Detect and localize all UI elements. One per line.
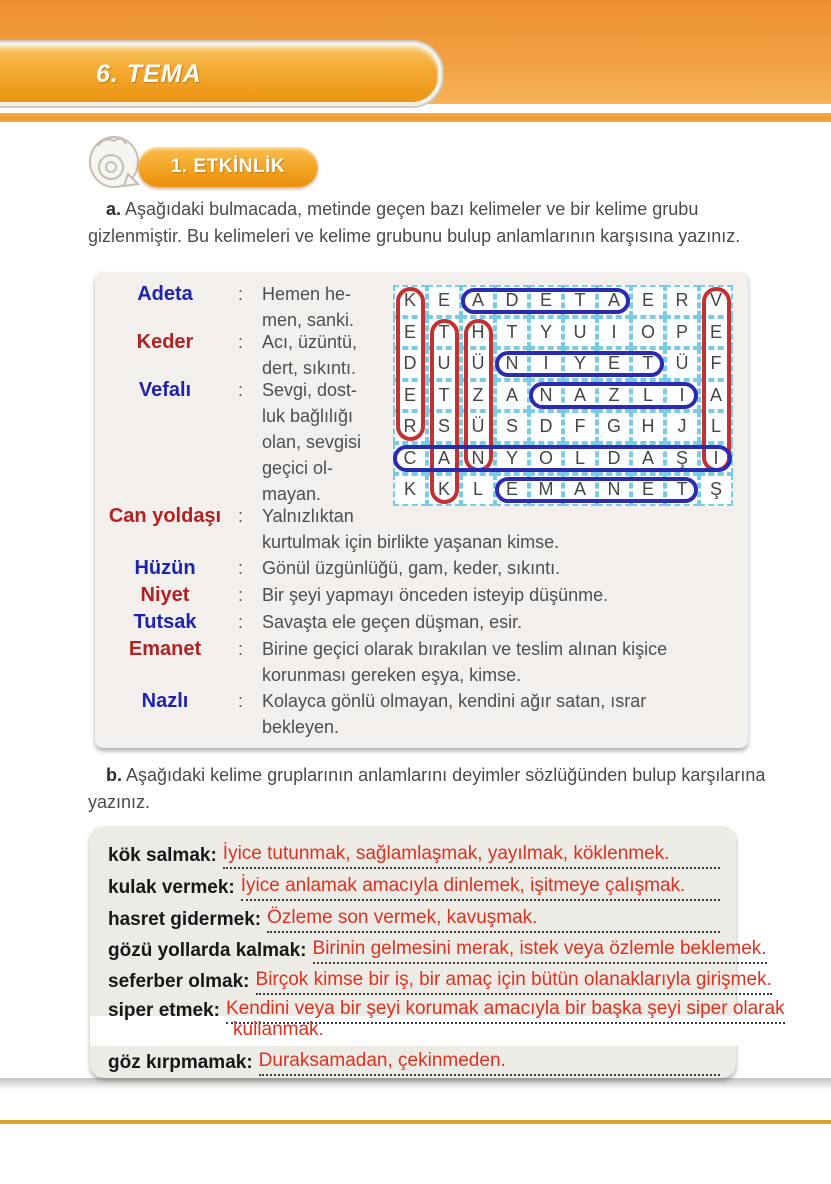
puzzle-cell: T: [631, 348, 665, 380]
idiom-label: göz kırpmamak:: [108, 1052, 253, 1073]
activity-badge: [138, 147, 318, 187]
puzzle-cell: Z: [597, 380, 631, 412]
puzzle-cell: N: [597, 474, 631, 506]
puzzle-cell: H: [461, 317, 495, 349]
puzzle-cell: E: [393, 317, 427, 349]
puzzle-cell: E: [529, 285, 563, 317]
definition-line: korunması gereken eşya, kimse.: [262, 665, 522, 685]
puzzle-cell: I: [699, 443, 733, 475]
idiom-answer-line: [223, 842, 720, 869]
theme-title: 6. TEMA: [96, 59, 202, 88]
puzzle-cell: J: [665, 411, 699, 443]
puzzle-cell: Y: [495, 443, 529, 475]
word-definition: [262, 377, 361, 507]
activity-label: 1. ETKİNLİK: [170, 156, 286, 177]
mascot-icon: [84, 134, 146, 192]
idiom-label: siper etmek:: [108, 1000, 220, 1021]
puzzle-cell: U: [427, 348, 461, 380]
word-search-grid: [393, 285, 733, 506]
definition-line: Hemen he-: [262, 284, 352, 304]
word-definition: [262, 281, 354, 333]
definition-line: Acı, üzüntü,: [262, 332, 358, 352]
puzzle-cell: D: [495, 285, 529, 317]
highlight-horizontal: [529, 382, 698, 409]
term-separator: :: [238, 332, 244, 352]
word-term: Keder: [136, 331, 194, 353]
idiom-label: gözü yollarda kalmak:: [108, 940, 307, 961]
highlight-horizontal: [495, 351, 664, 378]
term-separator: :: [238, 506, 244, 526]
puzzle-cell: L: [699, 411, 733, 443]
term-separator: :: [238, 380, 244, 400]
puzzle-cell: A: [631, 443, 665, 475]
puzzle-cell: K: [393, 285, 427, 317]
idiom-row: [108, 996, 785, 1024]
definition-line: men, sanki.: [262, 310, 355, 330]
idiom-label: kulak vermek:: [108, 877, 235, 898]
definition-line: Savaşta ele geçen düşman, esir.: [262, 612, 523, 632]
theme-banner: [0, 42, 442, 106]
puzzle-cell: E: [631, 474, 665, 506]
puzzle-cell: N: [461, 443, 495, 475]
word-definition: [262, 688, 646, 740]
puzzle-cell: E: [495, 474, 529, 506]
puzzle-cell: L: [461, 474, 495, 506]
definition-line: Bir şeyi yapmayı önceden isteyip düşünme.: [262, 585, 609, 605]
puzzle-cell: D: [393, 348, 427, 380]
word-definition: [262, 555, 560, 581]
puzzle-cell: N: [495, 348, 529, 380]
puzzle-cell: U: [563, 317, 597, 349]
puzzle-cell: T: [427, 317, 461, 349]
definition-line: dert, sıkıntı.: [262, 358, 357, 378]
puzzle-cell: Ü: [461, 411, 495, 443]
idiom-answer-line: [259, 1049, 720, 1076]
puzzle-cell: Ş: [665, 443, 699, 475]
header-divider-orange: [0, 113, 831, 122]
word-term: Tutsak: [133, 611, 197, 633]
puzzle-cell: A: [597, 285, 631, 317]
term-separator: :: [238, 612, 244, 632]
puzzle-cell: L: [631, 380, 665, 412]
definition-line: Gönül üzgünlüğü, gam, keder, sıkıntı.: [262, 558, 561, 578]
puzzle-cell: Ü: [665, 348, 699, 380]
puzzle-cell: Y: [529, 317, 563, 349]
puzzle-cell: M: [529, 474, 563, 506]
puzzle-cell: F: [699, 348, 733, 380]
puzzle-cell: A: [563, 380, 597, 412]
section-a-marker: a.: [106, 199, 122, 219]
idiom-answer-line: [256, 968, 772, 995]
definition-line: mayan.: [262, 484, 322, 504]
idiom-row: [108, 967, 772, 995]
highlight-horizontal: [495, 477, 698, 504]
puzzle-cell: A: [461, 285, 495, 317]
term-separator: :: [238, 639, 244, 659]
word-definition: [262, 636, 667, 688]
word-term: Emanet: [128, 638, 202, 660]
puzzle-cell: I: [597, 317, 631, 349]
definition-line: Sevgi, dost-: [262, 380, 358, 400]
word-definition: [262, 503, 559, 555]
puzzle-cell: L: [563, 443, 597, 475]
word-term: Nazlı: [141, 690, 189, 712]
highlight-horizontal: [461, 288, 630, 315]
definition-line: kurtulmak için birlikte yaşanan kimse.: [262, 532, 560, 552]
footer-rule: [0, 1120, 831, 1124]
puzzle-cell: R: [665, 285, 699, 317]
puzzle-cell: A: [699, 380, 733, 412]
puzzle-cell: K: [427, 474, 461, 506]
word-definition: [262, 582, 608, 608]
puzzle-cell: Ş: [699, 474, 733, 506]
puzzle-cell: S: [427, 411, 461, 443]
idiom-row: [108, 1048, 720, 1076]
page-shadow: [0, 1078, 831, 1090]
term-separator: :: [238, 284, 244, 304]
highlight-vertical: [396, 287, 425, 441]
term-separator: :: [238, 585, 244, 605]
puzzle-cell: E: [393, 380, 427, 412]
idiom-answer-text: Birçok kimse bir iş, bir amaç için bütün olanaklarıyla girişmek.: [255, 969, 772, 990]
puzzle-cell: G: [597, 411, 631, 443]
puzzle-cell: E: [699, 317, 733, 349]
word-term: Vefalı: [138, 379, 192, 401]
puzzle-cell: I: [665, 380, 699, 412]
highlight-vertical: [430, 319, 459, 504]
idiom-answer-text: Duraksamadan, çekinmeden.: [258, 1050, 506, 1071]
definition-line: Kolayca gönlü olmayan, kendini ağır satan, ısrar: [262, 691, 647, 711]
puzzle-cell: S: [495, 411, 529, 443]
idiom-label: seferber olmak:: [108, 971, 250, 992]
word-term: Can yoldaşı: [108, 505, 222, 527]
puzzle-cell: V: [699, 285, 733, 317]
puzzle-cell: E: [427, 285, 461, 317]
idiom-row: [108, 841, 720, 869]
term-separator: :: [238, 558, 244, 578]
definition-line: bekleyen.: [262, 717, 340, 737]
definition-line: Birine geçici olarak bırakılan ve teslim alınan kişice: [262, 639, 668, 659]
puzzle-cell: F: [563, 411, 597, 443]
puzzle-cell: İ: [529, 348, 563, 380]
puzzle-cell: D: [597, 443, 631, 475]
term-separator: :: [238, 691, 244, 711]
idiom-answer-text: Kendini veya bir şeyi korumak amacıyla bir başka şeyi siper olarak: [225, 998, 785, 1019]
idiom-answer-text: Özleme son vermek, kavuşmak.: [267, 907, 538, 928]
puzzle-cell: O: [631, 317, 665, 349]
puzzle-cell: C: [393, 443, 427, 475]
puzzle-cell: T: [427, 380, 461, 412]
puzzle-cell: Z: [461, 380, 495, 412]
puzzle-cell: A: [427, 443, 461, 475]
puzzle-cell: R: [393, 411, 427, 443]
puzzle-cell: D: [529, 411, 563, 443]
puzzle-cell: Y: [563, 348, 597, 380]
section-b-instruction: b. Aşağıdaki kelime gruplarının anlamlarını deyimler sözlüğünden bulup karşılarına yazınız.: [88, 765, 766, 812]
idiom-label: hasret gidermek:: [108, 909, 262, 930]
word-term: Niyet: [140, 584, 190, 606]
idiom-row: [108, 905, 720, 933]
definition-line: Yalnızlıktan: [262, 506, 354, 526]
puzzle-cell: T: [665, 474, 699, 506]
definition-line: olan, sevgisi: [262, 432, 362, 452]
word-definition: [262, 329, 357, 381]
puzzle-cell: O: [529, 443, 563, 475]
highlight-horizontal: [393, 445, 732, 472]
puzzle-cell: A: [563, 474, 597, 506]
word-definition: [262, 609, 522, 635]
idiom-answer-text: İyice tutunmak, sağlamlaşmak, yayılmak, köklenmek.: [222, 843, 670, 864]
idiom-label: kök salmak:: [108, 845, 217, 866]
puzzle-cell: T: [495, 317, 529, 349]
section-b-marker: b.: [106, 765, 122, 785]
idiom-row: [108, 936, 767, 964]
puzzle-cell: E: [631, 285, 665, 317]
puzzle-cell: E: [597, 348, 631, 380]
puzzle-cell: Ü: [461, 348, 495, 380]
puzzle-cell: H: [631, 411, 665, 443]
idiom-answer-line: [267, 906, 720, 933]
idiom-answer-text: İyice anlamak amacıyla dinlemek, işitmeye çalışmak.: [240, 875, 686, 896]
section-a-instruction: a. Aşağıdaki bulmacada, metinde geçen bazı kelimeler ve bir kelime grubu gizlenmiştir. Bu kelimeleri ve kelime grubunu bulup anlamlarının karşısına yazınız.: [88, 199, 741, 246]
puzzle-cell: A: [495, 380, 529, 412]
puzzle-cell: T: [563, 285, 597, 317]
idiom-answer-continuation: kullanmak.: [233, 1019, 324, 1040]
idiom-row: [108, 873, 720, 901]
idiom-answer-line: [241, 874, 720, 901]
idiom-answer-line: [313, 937, 767, 964]
idiom-answer-text: Birinin gelmesini merak, istek veya özlemle beklemek.: [312, 938, 767, 959]
definition-line: geçici ol-: [262, 458, 334, 478]
puzzle-cell: N: [529, 380, 563, 412]
word-term: Adeta: [137, 283, 193, 305]
definition-line: luk bağlılığı: [262, 406, 354, 426]
puzzle-cell: K: [393, 474, 427, 506]
puzzle-cell: P: [665, 317, 699, 349]
word-term: Hüzün: [134, 557, 196, 579]
